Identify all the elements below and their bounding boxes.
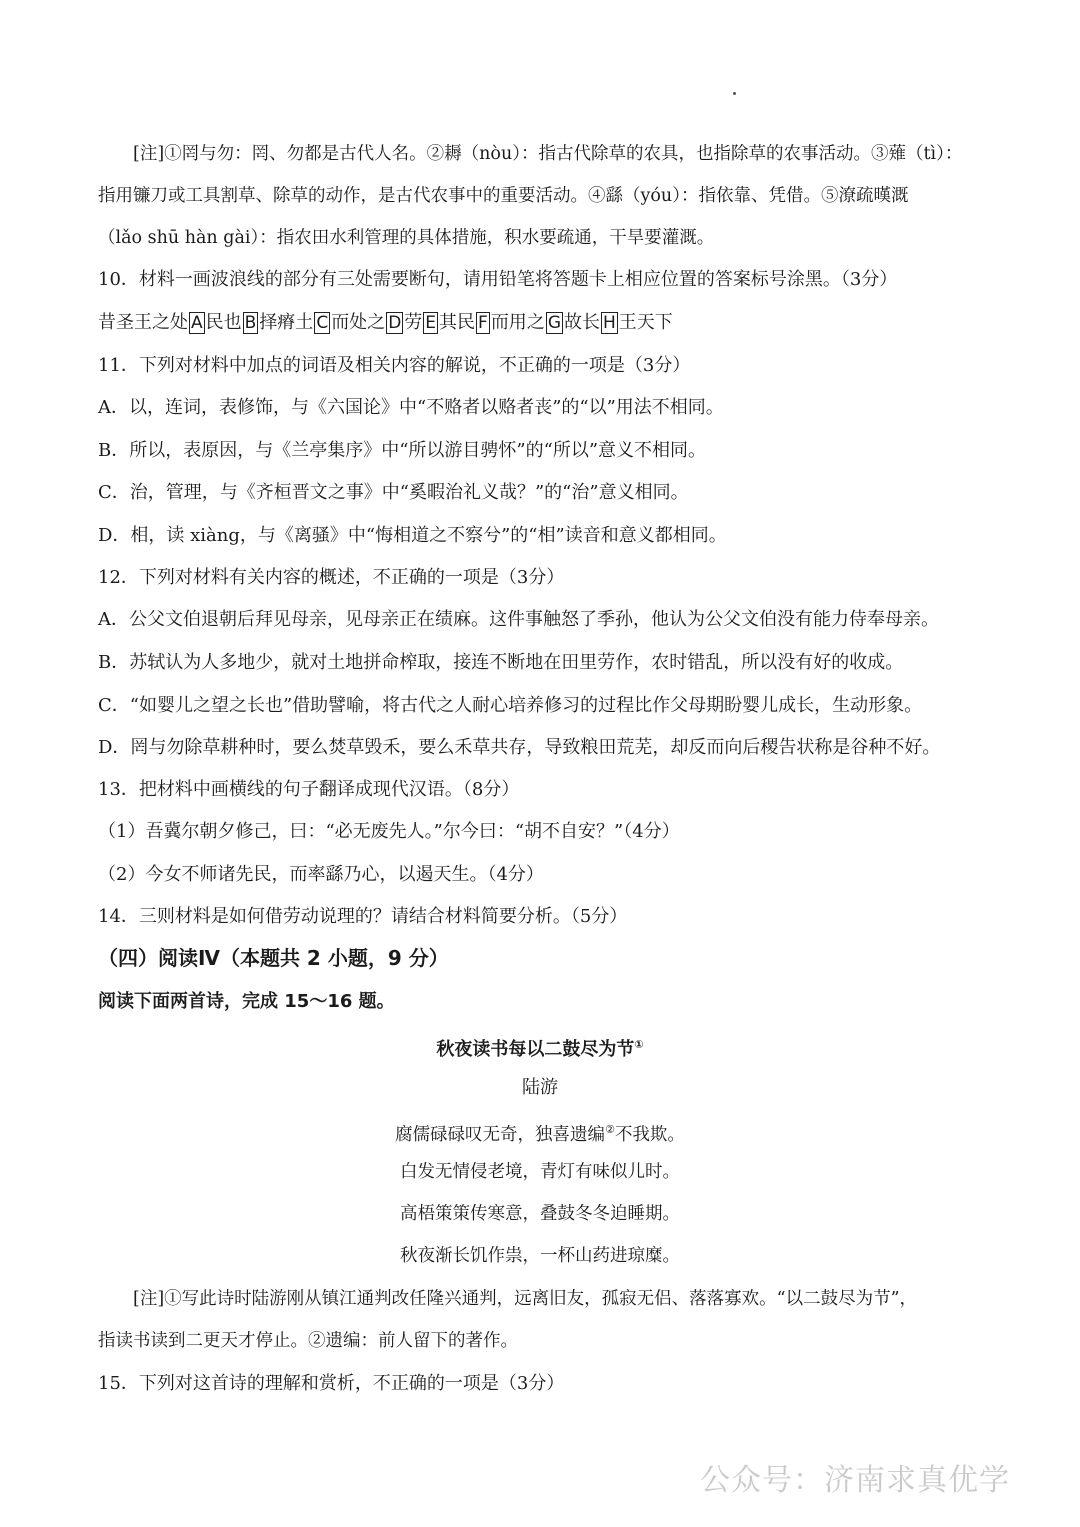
note1-line1: [注]①罔与勿：罔、勿都是古代人名。②耨（nòu）：指古代除草的农具，也指除草的农事活动。③薙（tì）： — [133, 144, 963, 164]
q11-option-a: A．以，连词，表修饰，与《六国论》中“不赂者以赂者丧”的“以”用法不相同。 — [98, 397, 724, 418]
note2-line2: 指读书读到二更天才停止。②遗编：前人留下的著作。 — [98, 1331, 518, 1351]
watermark: 公众号：济南求真优学 — [700, 1463, 1010, 1498]
q11-stem: 11．下列对材料中加点的词语及相关内容的解说，不正确的一项是（3分） — [98, 355, 691, 376]
poem-title — [0, 1033, 1080, 1062]
q13-stem: 13．把材料中画横线的句子翻译成现代汉语。（8分） — [98, 779, 520, 800]
q10-box-h: H — [603, 313, 616, 333]
q10-seg-4: 劳 — [404, 312, 423, 333]
page-dot — [733, 92, 736, 95]
q12-option-a: A．公父文伯退朝后拜见母亲，见母亲正在绩麻。这件事触怒了季孙，他认为公父文伯没有能力侍奉母亲。 — [98, 609, 939, 630]
q11-option-b: B．所以，表原因，与《兰亭集序》中“所以游目骋怀”的“所以”意义不相同。 — [98, 440, 707, 461]
poem-line-3: 高梧策策传寒意，叠鼓冬冬迫睡期。 — [400, 1204, 680, 1224]
q10-seg-8: 王天下 — [618, 312, 673, 333]
poem-line-1-mark: ② — [605, 1123, 615, 1136]
poem-line-1a: 腐儒碌碌叹无奇，独喜遗编 — [395, 1124, 606, 1145]
poem-author: 陆游 — [522, 1077, 558, 1098]
poem-line-2: 白发无情侵老境，青灯有味似儿时。 — [400, 1162, 680, 1182]
poem-line-1 — [0, 1118, 1080, 1147]
poem-title-mark: ① — [634, 1038, 644, 1051]
q14-stem: 14．三则材料是如何借劳动说理的？请结合材料简要分析。（5分） — [98, 906, 628, 927]
section4-instruction: 阅读下面两首诗，完成 15～16 题。 — [98, 991, 395, 1012]
note1-line2: 指用镰刀或工具割草、除草的动作，是古代农事中的重要活动。④繇（yóu）：指依靠、凭借。⑤潦疏暵溉 — [98, 186, 909, 206]
q10-seg-7: 故长 — [564, 312, 600, 333]
q12-stem: 12．下列对材料有关内容的概述，不正确的一项是（3分） — [98, 567, 565, 588]
q10-seg-2: 择瘠土 — [259, 312, 314, 333]
q10-seg-6: 而用之 — [490, 312, 545, 333]
q10-seg-0: 昔圣王之处 — [98, 312, 188, 333]
note1-line3: （lǎo shū hàn gài）：指农田水利管理的具体措施，积水要疏通，干旱要灌溉。 — [98, 228, 715, 248]
q10-box-c: C — [316, 313, 329, 333]
note2-line1: [注]①写此诗时陆游刚从镇江通判改任隆兴通判，远离旧友，孤寂无侣、落落寡欢。“以二鼓尽为节”， — [133, 1289, 918, 1309]
q10-seg-5: 其民 — [439, 312, 476, 333]
q15-stem: 15．下列对这首诗的理解和赏析，不正确的一项是（3分） — [98, 1373, 565, 1394]
q11-option-d: D．相，读 xiàng，与《离骚》中“悔相道之不察兮”的“相”读音和意义都相同。 — [98, 525, 727, 546]
q10-box-d: D — [388, 313, 402, 333]
q13-sentence-2: （2）今女不师诸先民，而率繇乃心，以遏天生。（4分） — [98, 864, 544, 885]
q10-box-e: E — [425, 313, 437, 333]
q12-option-d: D．罔与勿除草耕种时，要么焚草毁禾，要么禾草共存，导致粮田荒芜，却反而向后稷告状称是谷种不好。 — [98, 737, 941, 758]
q10-seg-3: 而处之 — [331, 312, 386, 333]
poem-line-4: 秋夜渐长饥作祟，一杯山药进琼糜。 — [400, 1246, 680, 1266]
q12-option-c: C．“如婴儿之望之长也”借助譬喻，将古代之人耐心培养修习的过程比作父母期盼婴儿成长，生动形象。 — [98, 695, 923, 716]
q10-sentence — [98, 311, 998, 335]
poem-title-text: 秋夜读书每以二鼓尽为节 — [436, 1039, 635, 1060]
q10-box-f: F — [478, 313, 488, 333]
q10-seg-1: 民也 — [205, 312, 242, 333]
q12-option-b: B．苏轼认为人多地少，就对土地拼命榨取，接连不断地在田里劳作，农时错乱，所以没有好的收成。 — [98, 652, 904, 673]
q10-box-a: A — [191, 313, 203, 333]
poem-line-1b: 不我欺。 — [614, 1124, 685, 1145]
q11-option-c: C．治，管理，与《齐桓晋文之事》中“奚暇治礼义哉？”的“治”意义相同。 — [98, 482, 689, 503]
q13-sentence-1: （1）吾冀尔朝夕修己，曰：“必无废先人。”尔今曰：“胡不自安？”（4分） — [98, 821, 680, 842]
section4-heading: （四）阅读Ⅳ（本题共 2 小题，9 分） — [98, 946, 449, 970]
q10-stem: 10．材料一画波浪线的部分有三处需要断句，请用铅笔将答题卡上相应位置的答案标号涂黑。（3分） — [98, 269, 898, 290]
q10-box-b: B — [244, 313, 257, 333]
q10-box-g: G — [547, 313, 561, 333]
